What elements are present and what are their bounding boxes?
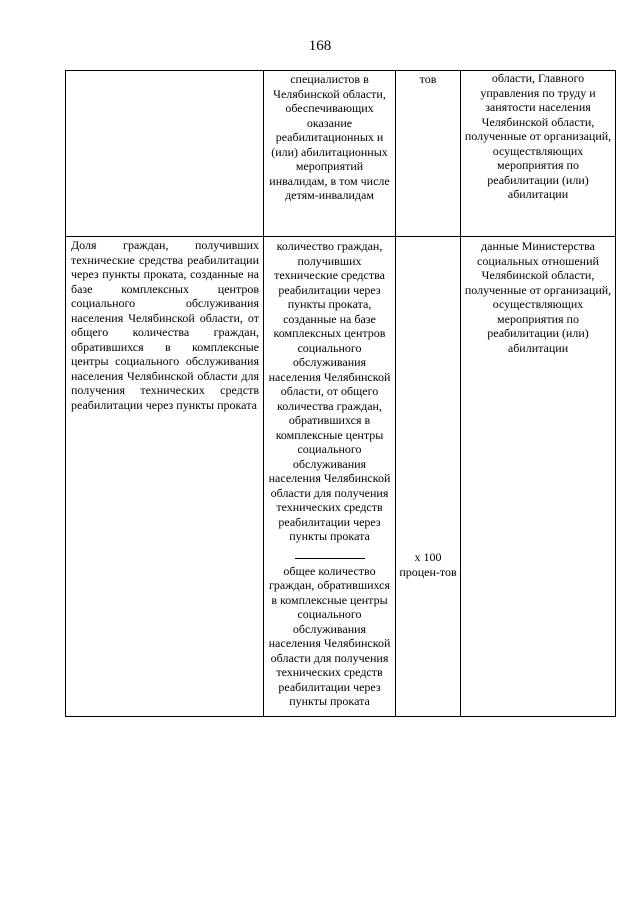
row2-col2-cell (264, 237, 396, 717)
row2-col4-cell (461, 237, 616, 717)
page-number: 168 (308, 38, 332, 54)
row2-col1-cell (66, 237, 264, 717)
fraction-line (295, 558, 365, 559)
indicators-table (65, 70, 616, 717)
formula-denominator: общее количество граждан, обратившихся в комплексные центры социального обслуживания населения Челябинской области для получения технических средств реабилитации через пункты проката (268, 563, 391, 708)
indicator-name: Доля граждан, получивших технические средства реабилитации через пункты проката, созданные на базе комплексных центров социального обслуживания населения Челябинской области, от общего количества граждан, обратившихся в комплексные центры социального обслуживания населения Челябинской области для получения технических средств реабилитации через пункты проката (71, 238, 259, 412)
formula-numerator: количество граждан, получивших технические средства реабилитации через пункты проката, созданные на базе комплексных центров социального обслуживания населения Челябинской области, от общего количества граждан, обратившихся в комплексные центры социального обслуживания населения Челябинской области для получения технических средств реабилитации через пункты проката (268, 239, 391, 543)
row1-method-text: специалистов в Челябинской области, обеспечивающих оказание реабилитационных и (или) абилитационных мероприятий инвалидам, в том числе детям-инвалидам (269, 72, 390, 202)
row1-col1-cell (66, 71, 264, 237)
table-row (66, 237, 616, 717)
formula-multiplier: x 100 процен-тов (399, 550, 457, 579)
row1-unit-text: тов (419, 72, 437, 86)
row1-source-text: области, Главного управления по труду и занятости населения Челябинской области, полученные от организаций, осуществляющих мероприятия по реабилитации (или) абилитации (464, 71, 612, 201)
row2-col3-cell (396, 237, 461, 717)
table-row (66, 71, 616, 237)
row1-col2-cell (264, 71, 396, 237)
row2-source-text: данные Министерства социальных отношений Челябинской области, полученные от организаций, осуществляющих мероприятия по реабилитации (или) абилитации (464, 239, 612, 355)
row1-col4-cell (461, 71, 616, 237)
row1-col3-cell (396, 71, 461, 237)
